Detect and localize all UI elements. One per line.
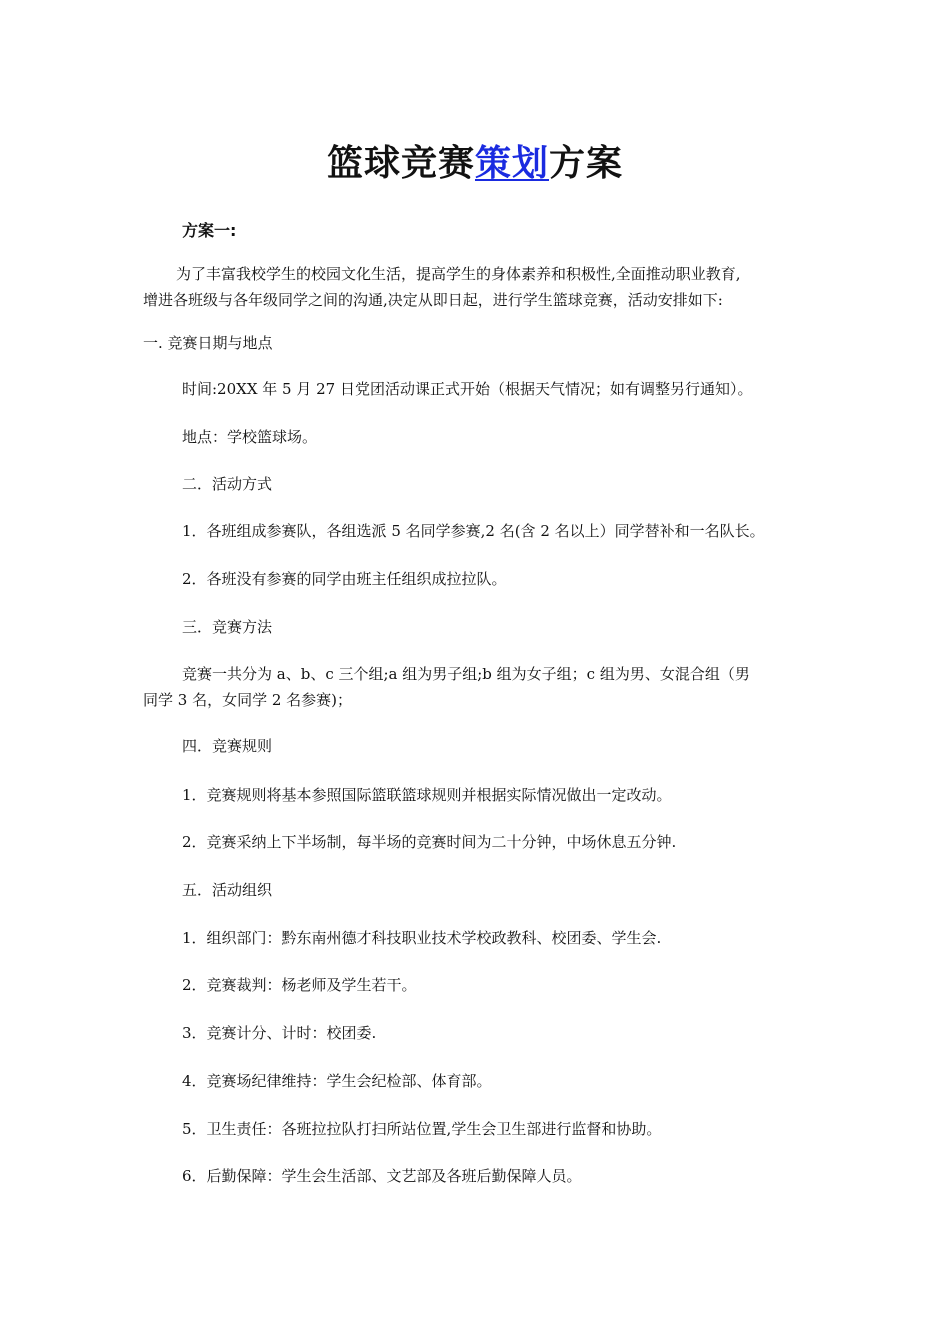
- paragraph-intro-line-1: 为了丰富我校学生的校园文化生活，提高学生的身体素养和积极性,全面推动职业教育,: [176, 265, 741, 283]
- section-heading-plan-one: 方案一:: [182, 221, 237, 240]
- text-location: 地点：学校篮球场。: [182, 428, 318, 446]
- heading-date-and-place: 一. 竞赛日期与地点: [143, 334, 273, 352]
- list-item-org-5: 5．卫生责任：各班拉拉队打扫所站位置,学生会卫生部进行监督和协助。: [182, 1120, 662, 1138]
- list-item-rule-2: 2．竞赛采纳上下半场制，每半场的竞赛时间为二十分钟，中场休息五分钟.: [182, 833, 677, 851]
- title-link-cehua[interactable]: 策划: [474, 143, 549, 184]
- document-title: [0, 136, 950, 192]
- title-suffix: 方案: [549, 143, 624, 184]
- list-item-mode-2: 2．各班没有参赛的同学由班主任组织成拉拉队。: [182, 570, 507, 588]
- heading-competition-rules: 四．竞赛规则: [182, 737, 273, 755]
- title-prefix: 篮球竞赛: [326, 143, 475, 184]
- list-item-org-4: 4．竞赛场纪律维持：学生会纪检部、体育部。: [182, 1072, 492, 1090]
- heading-competition-method: 三．竞赛方法: [182, 618, 273, 636]
- heading-activity-organization: 五．活动组织: [182, 881, 273, 899]
- text-time: 时间:20XX 年 5 月 27 日党团活动课正式开始（根据天气情况；如有调整另行通知）。: [182, 380, 753, 398]
- list-item-org-1: 1．组织部门：黔东南州德才科技职业技术学校政教科、校团委、学生会.: [182, 929, 662, 947]
- paragraph-method-line-1: 竞赛一共分为 a、b、c 三个组;a 组为男子组;b 组为女子组；c 组为男、女混合组（男: [182, 665, 750, 683]
- paragraph-method-line-2: 同学 3 名，女同学 2 名参赛)；: [143, 691, 353, 709]
- list-item-mode-1: 1．各班组成参赛队，各组选派 5 名同学参赛,2 名(含 2 名以上）同学替补和一名队长。: [182, 522, 765, 540]
- list-item-org-3: 3．竞赛计分、计时：校团委.: [182, 1024, 377, 1042]
- list-item-org-6: 6．后勤保障：学生会生活部、文艺部及各班后勤保障人员。: [182, 1167, 582, 1185]
- heading-activity-mode: 二．活动方式: [182, 475, 273, 493]
- list-item-org-2: 2．竞赛裁判：杨老师及学生若干。: [182, 976, 417, 994]
- paragraph-intro-line-2: 增进各班级与各年级同学之间的沟通,决定从即日起，进行学生篮球竞赛，活动安排如下:: [143, 291, 723, 309]
- list-item-rule-1: 1．竞赛规则将基本参照国际篮联篮球规则并根据实际情况做出一定改动。: [182, 786, 672, 804]
